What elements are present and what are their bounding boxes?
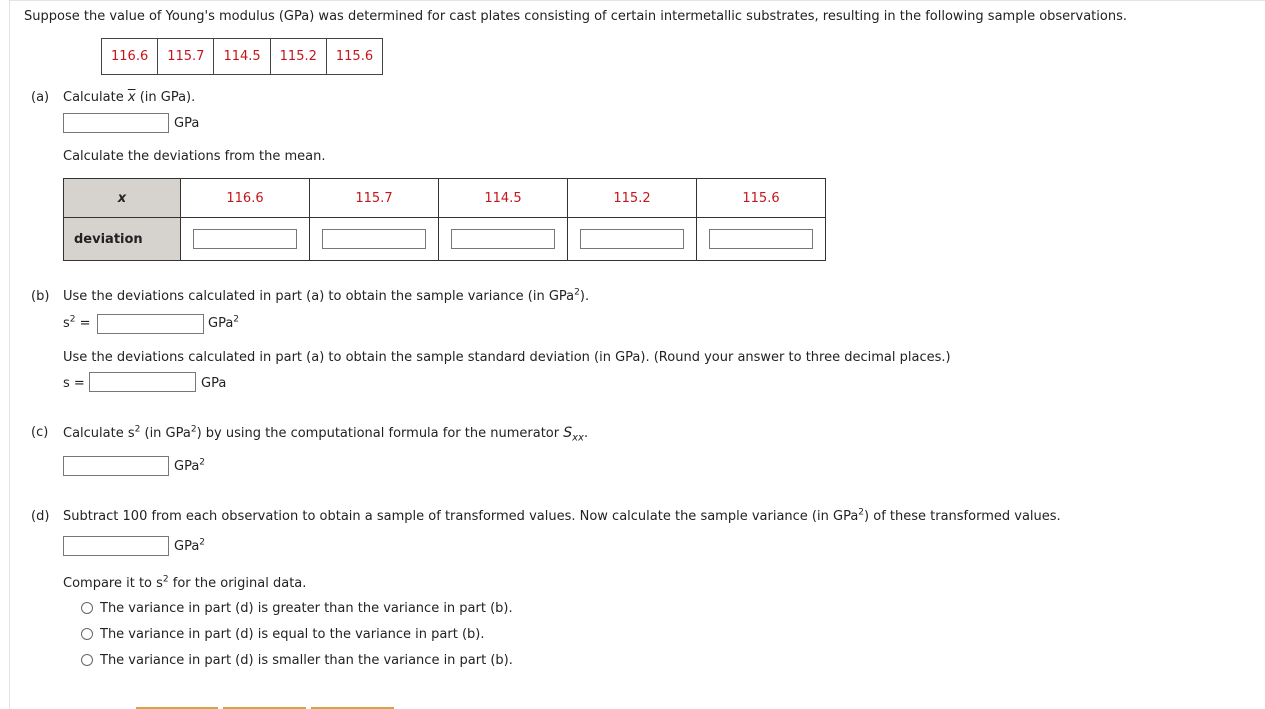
transformed-variance-input[interactable]: [63, 536, 169, 556]
part-a-prompt: Calculate $\overline{x}$ (in GPa).: [63, 90, 196, 105]
computational-variance-unit: GPa$^2$: [174, 457, 206, 474]
option-greater-label[interactable]: The variance in part (d) is greater than the variance in part (b).: [100, 601, 513, 616]
content-frame-top-border: [9, 0, 1265, 1]
x-value: 116.6: [181, 179, 310, 218]
deviation-cell: [697, 218, 826, 261]
observation-value: 116.6: [102, 39, 158, 75]
part-a-label: (a): [31, 90, 50, 105]
x-bar-symbol: $\overline{x}$: [127, 90, 136, 105]
variance-unit: GPa$^2$: [208, 314, 240, 331]
deviation-header: deviation: [64, 218, 181, 261]
x-value: 115.2: [568, 179, 697, 218]
deviation-input-1[interactable]: [193, 229, 297, 249]
option-smaller-label[interactable]: The variance in part (d) is smaller than the variance in part (b).: [100, 653, 513, 668]
observation-value: 115.6: [326, 39, 382, 75]
option-equal-label[interactable]: The variance in part (d) is equal to the variance in part (b).: [100, 627, 485, 642]
part-d-prompt: Subtract 100 from each observation to obtain a sample of transformed values. Now calculate the sample variance (in GPa$^2$) of these transformed values.: [63, 507, 1061, 524]
mean-unit: GPa: [174, 116, 200, 131]
part-c-label: (c): [31, 425, 49, 440]
deviations-prompt: Calculate the deviations from the mean.: [63, 149, 326, 164]
part-c-prompt: Calculate $s^2$ (in GPa$^2$) by using the computational formula for the numerator $S_{xx}$.: [63, 424, 589, 444]
s-label: s =: [63, 376, 85, 391]
observation-value: 115.7: [158, 39, 214, 75]
sd-prompt: Use the deviations calculated in part (a) to obtain the sample standard deviation (in GPa). (Round your answer to three decimal places.): [63, 350, 951, 365]
sd-unit: GPa: [201, 376, 227, 391]
part-d-label: (d): [31, 509, 50, 524]
sxx-symbol: S: [563, 425, 573, 441]
part-b-label: (b): [31, 289, 50, 304]
option-greater-radio[interactable]: [81, 602, 93, 614]
deviation-input-4[interactable]: [580, 229, 684, 249]
option-smaller-radio[interactable]: [81, 654, 93, 666]
observation-value: 114.5: [214, 39, 270, 75]
option-equal-radio[interactable]: [81, 628, 93, 640]
deviation-cell: [439, 218, 568, 261]
observation-value: 115.2: [270, 39, 326, 75]
deviation-input-3[interactable]: [451, 229, 555, 249]
x-header: x: [64, 179, 181, 218]
deviation-input-2[interactable]: [322, 229, 426, 249]
computational-variance-input[interactable]: [63, 456, 169, 476]
deviation-cell: [310, 218, 439, 261]
variance-prompt: Use the deviations calculated in part (a) to obtain the sample variance (in GPa$^2$).: [63, 287, 590, 304]
variance-input[interactable]: [97, 314, 204, 334]
deviation-cell: [568, 218, 697, 261]
observations-table: [101, 38, 383, 75]
problem-intro: Suppose the value of Young's modulus (GPa) was determined for cast plates consisting of certain intermetallic substrates, resulting in the following sample observations.: [24, 9, 1127, 24]
deviations-table: [63, 178, 826, 261]
deviation-cell: [181, 218, 310, 261]
mean-input[interactable]: [63, 113, 169, 133]
s-squared-label: $s^2$ =: [63, 314, 91, 331]
x-value: 114.5: [439, 179, 568, 218]
content-frame-left-border: [9, 0, 10, 709]
deviation-input-5[interactable]: [709, 229, 813, 249]
sd-input[interactable]: [89, 372, 196, 392]
x-value: 115.7: [310, 179, 439, 218]
x-value: 115.6: [697, 179, 826, 218]
compare-prompt: Compare it to $s^2$ for the original data.: [63, 574, 307, 591]
transformed-variance-unit: GPa$^2$: [174, 537, 206, 554]
